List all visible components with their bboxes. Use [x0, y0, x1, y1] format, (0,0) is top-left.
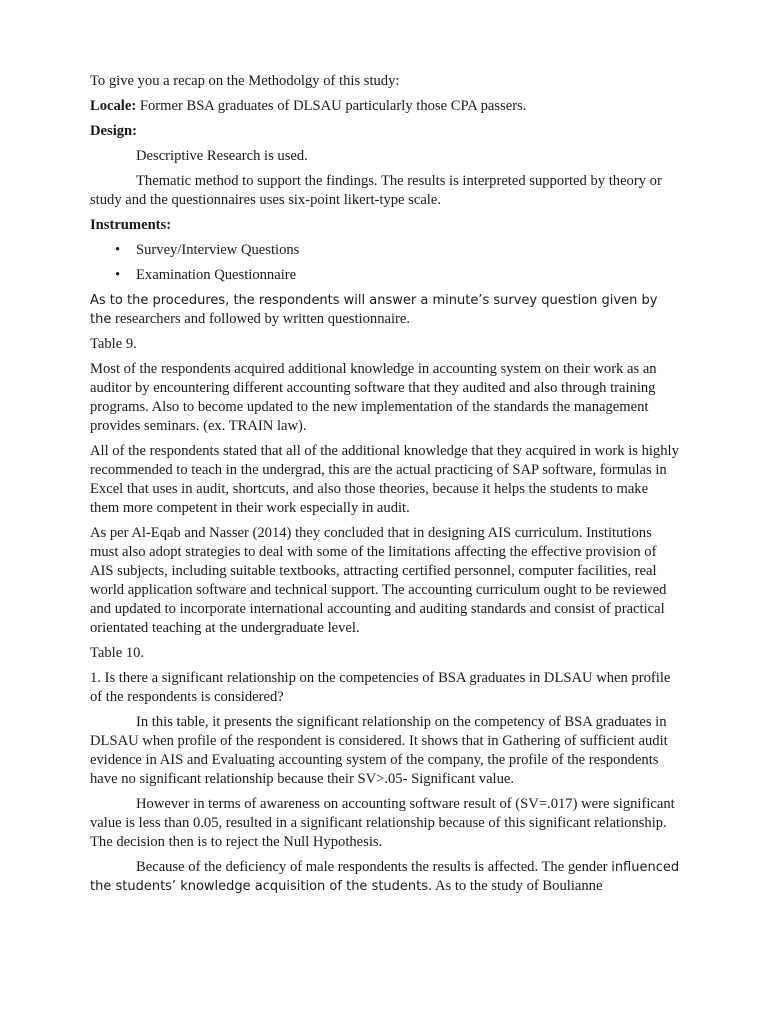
- design-paragraph-1: Descriptive Research is used.: [136, 148, 308, 164]
- design-label: Design:: [90, 123, 138, 139]
- table9-paragraph-1: Most of the respondents acquired additional knowledge in accounting system on their work as an auditor by encountering different accounting software that they audited and also through training programs. Also to become updated to the new implementation of the standards the management provides seminars. (ex. TRAIN law).: [90, 361, 657, 434]
- table10-last-part1: Because of the deficiency of male respondents the results is affected. The gender: [136, 859, 608, 875]
- table10-question: 1. Is there a significant relationship on the competencies of BSA graduates in DLSAU when profile of the respondents is considered?: [90, 670, 671, 705]
- table9-label: Table 9.: [90, 336, 137, 352]
- locale-text: Former BSA graduates of DLSAU particularly those CPA passers.: [136, 98, 527, 114]
- instruments-item-examination: • Examination Questionnaire: [90, 266, 680, 285]
- procedures-text-part2: researchers and followed by written questionnaire.: [111, 311, 411, 327]
- table10-paragraph-1: In this table, it presents the significant relationship on the competency of BSA graduates in DLSAU when profile of the respondent is considered. It shows that in Gathering of sufficient audit evidence in AIS and Evaluating accounting system of the company, the profile of the respondents have no significant relationship because their SV>.05- Significant value.: [90, 714, 668, 787]
- instruments-list: [90, 241, 680, 285]
- table9-paragraph-2: All of the respondents stated that all of the additional knowledge that they acquired in work is highly recommended to teach in the undergrad, this are the actual practicing of SAP software, formulas in Excel that uses in audit, shortcuts, and also those theories, because it helps the students to make them more competent in their work especially in audit.: [90, 443, 679, 516]
- table10-last-part2: influenced the students’ knowledge acquisition of the students.: [90, 860, 680, 894]
- instruments-label: Instruments:: [90, 217, 172, 233]
- table10-last-part3: As to the study of Boulianne: [432, 878, 603, 894]
- table10-paragraph-3: [90, 858, 680, 896]
- table10-label: Table 10.: [90, 645, 145, 661]
- table10-paragraph-2: However in terms of awareness on accounting software result of (SV=.017) were significant value is less than 0.05, resulted in a significant relationship because of this significant relationship. The decision then is to reject the Null Hypothesis.: [90, 796, 675, 850]
- design-heading: [90, 122, 680, 141]
- table9-paragraph-3: As per Al-Eqab and Nasser (2014) they concluded that in designing AIS curriculum. Institutions must also adopt strategies to deal with some of the limitations affecting the effective provision of AIS subjects, including suitable textbooks, attracting certified personnel, computer facilities, real world application software and technical support. The accounting curriculum ought to be reviewed and updated to incorporate international accounting and auditing standards and consist of practical orientated teaching at the undergraduate level.: [90, 525, 667, 636]
- locale-line: [90, 97, 680, 116]
- instruments-item-survey: • Survey/Interview Questions: [90, 241, 680, 260]
- intro-line: To give you a recap on the Methodolgy of this study:: [90, 73, 400, 89]
- locale-label: Locale:: [90, 98, 137, 114]
- design-paragraph-2: Thematic method to support the findings. The results is interpreted supported by theory or study and the questionnaires uses six-point likert-type scale.: [90, 173, 662, 208]
- instruments-heading: [90, 216, 680, 235]
- procedures-paragraph: [90, 291, 680, 329]
- procedures-text-part1: As to the procedures, the respondents will answer a minute’s survey question given by the: [90, 293, 658, 327]
- document-page: [90, 72, 680, 902]
